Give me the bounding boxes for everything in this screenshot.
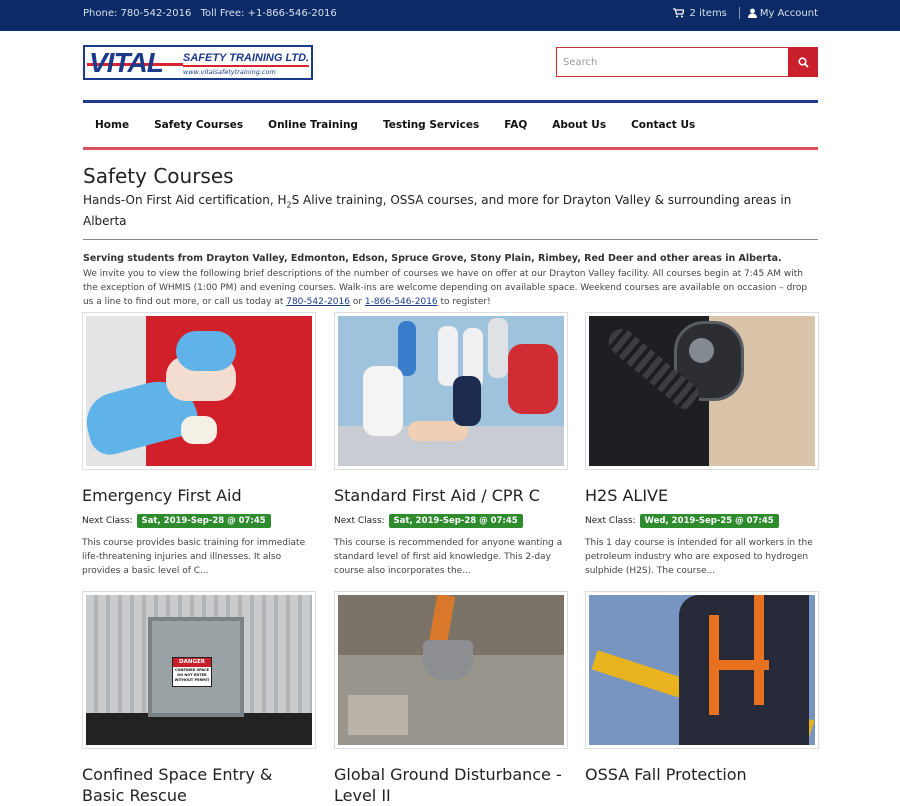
nav-faq[interactable]: FAQ — [504, 119, 528, 131]
nav-home[interactable]: Home — [95, 119, 130, 131]
worker — [679, 595, 809, 745]
person — [438, 326, 458, 386]
course-title[interactable]: Global Ground Disturbance - Level II — [334, 765, 562, 805]
intro-text: We invite you to view the following brief descriptions of the number of courses we have on offer at our Drayton Valley facility. All courses begin at 7:45 AM with the exception of WHMIS (1:00 PM) and evening courses. Walk-ins are welcome depending on available space. Weekend courses are available on occasion – drop us a line to find out more, or call us today at — [83, 269, 808, 308]
nav-online-training[interactable]: Online Training — [268, 119, 358, 131]
course-image[interactable] — [585, 312, 819, 470]
cart-count: 2 items — [689, 7, 727, 19]
gloved-hand — [176, 331, 236, 371]
course-image[interactable] — [334, 312, 568, 470]
page-title: Safety Courses — [83, 164, 234, 188]
excavator-arm — [429, 595, 455, 646]
cart-icon — [673, 8, 684, 18]
next-class-label: Next Class: — [334, 516, 385, 526]
course-description: This course is recommended for anyone wanting a standard level of first aid knowledge. This 2-day course also incorporates the... — [334, 538, 563, 576]
next-class — [334, 514, 568, 528]
person — [398, 321, 416, 376]
course-title[interactable]: Emergency First Aid — [82, 486, 242, 505]
intro-end: to register! — [437, 297, 491, 308]
instructor — [508, 344, 558, 414]
course-image[interactable] — [82, 591, 316, 749]
logo-tagline: SAFETY TRAINING LTD. — [183, 52, 310, 64]
page-subtitle — [83, 192, 818, 229]
course-title[interactable]: Confined Space Entry & Basic Rescue — [82, 765, 273, 805]
course-image[interactable] — [82, 312, 316, 470]
next-class — [585, 514, 819, 528]
account-label: My Account — [759, 7, 818, 19]
nav-testing-services[interactable]: Testing Services — [382, 119, 480, 131]
excavator-bucket — [423, 640, 473, 680]
search-input[interactable] — [556, 47, 788, 77]
site-logo[interactable] — [83, 45, 313, 80]
course-card[interactable] — [82, 312, 316, 578]
logo-url: www.vitalsafetytraining.com — [183, 68, 276, 76]
danger-text: CONFINED SPACE DO NOT ENTER WITHOUT PERMIT — [174, 668, 210, 682]
contact-phones — [83, 8, 337, 19]
next-class-date: Sat, 2019-Sep-28 @ 07:45 — [389, 514, 523, 528]
student — [453, 376, 481, 426]
divider — [739, 7, 740, 19]
student — [363, 366, 403, 436]
next-class-date: Sat, 2019-Sep-28 @ 07:45 — [137, 514, 271, 528]
nav-safety-courses[interactable]: Safety Courses — [154, 119, 244, 131]
top-bar — [0, 0, 900, 31]
course-title[interactable]: H2S ALIVE — [585, 486, 669, 505]
course-card[interactable] — [82, 591, 316, 806]
concrete-slab — [348, 695, 408, 735]
search-button[interactable] — [788, 47, 818, 77]
tollfree-number[interactable]: Toll Free: +1-866-546-2016 — [200, 8, 337, 19]
intro-or: or — [349, 297, 365, 308]
next-class-label: Next Class: — [82, 516, 133, 526]
course-card[interactable] — [334, 312, 568, 578]
search-icon — [798, 57, 809, 68]
ground — [86, 713, 312, 745]
user-icon — [748, 8, 757, 18]
course-description: This course provides basic training for immediate life-threatening injuries and illnesses. It also provides a basic level of C... — [82, 538, 306, 576]
harness-strap — [709, 660, 769, 670]
serving-statement: Serving students from Drayton Valley, Edmonton, Edson, Spruce Grove, Stony Plain, Rimbey, Red Deer and other areas in Alberta. — [83, 253, 782, 265]
cart-link[interactable] — [673, 8, 727, 19]
mask-lens — [689, 338, 714, 363]
phone-number[interactable]: Phone: 780-542-2016 — [83, 8, 192, 19]
page-content — [83, 163, 818, 309]
harness-strap — [754, 595, 764, 705]
danger-sign — [172, 657, 212, 687]
bandage-roll — [181, 416, 217, 444]
next-class-date: Wed, 2019-Sep-25 @ 07:45 — [640, 514, 779, 528]
course-card[interactable] — [334, 591, 568, 806]
next-class — [82, 514, 316, 528]
search-form — [556, 47, 818, 77]
main-nav — [83, 100, 818, 150]
subtitle-part-1: Hands-On First Aid certification, H — [83, 193, 287, 207]
nav-about-us[interactable]: About Us — [552, 119, 607, 131]
person — [488, 318, 508, 378]
subtitle-subscript: 2 — [286, 200, 292, 210]
nav-contact-us[interactable]: Contact Us — [631, 119, 696, 131]
course-image[interactable] — [334, 591, 568, 749]
divider — [83, 239, 818, 240]
danger-label: DANGER — [173, 658, 211, 667]
course-card[interactable] — [585, 312, 819, 578]
next-class-label: Next Class: — [585, 516, 636, 526]
account-link[interactable] — [748, 8, 818, 19]
subtitle-part-2: S Alive training, OSSA courses, and more for Drayton Valley & surrounding areas in Alberta — [83, 193, 792, 229]
logo-underline — [183, 65, 309, 67]
course-title[interactable]: OSSA Fall Protection — [585, 765, 747, 784]
course-title[interactable]: Standard First Aid / CPR C — [334, 486, 540, 505]
course-image[interactable] — [585, 591, 819, 749]
intro-paragraph — [83, 267, 818, 309]
course-description: This 1 day course is intended for all workers in the petroleum industry who are exposed to hydrogen sulphide (H2S). The course... — [585, 538, 813, 576]
phone-link[interactable]: 780-542-2016 — [286, 297, 350, 308]
course-card[interactable] — [585, 591, 819, 785]
logo-name: VITAL — [89, 47, 163, 78]
tollfree-link[interactable]: 1-866-546-2016 — [364, 297, 438, 308]
